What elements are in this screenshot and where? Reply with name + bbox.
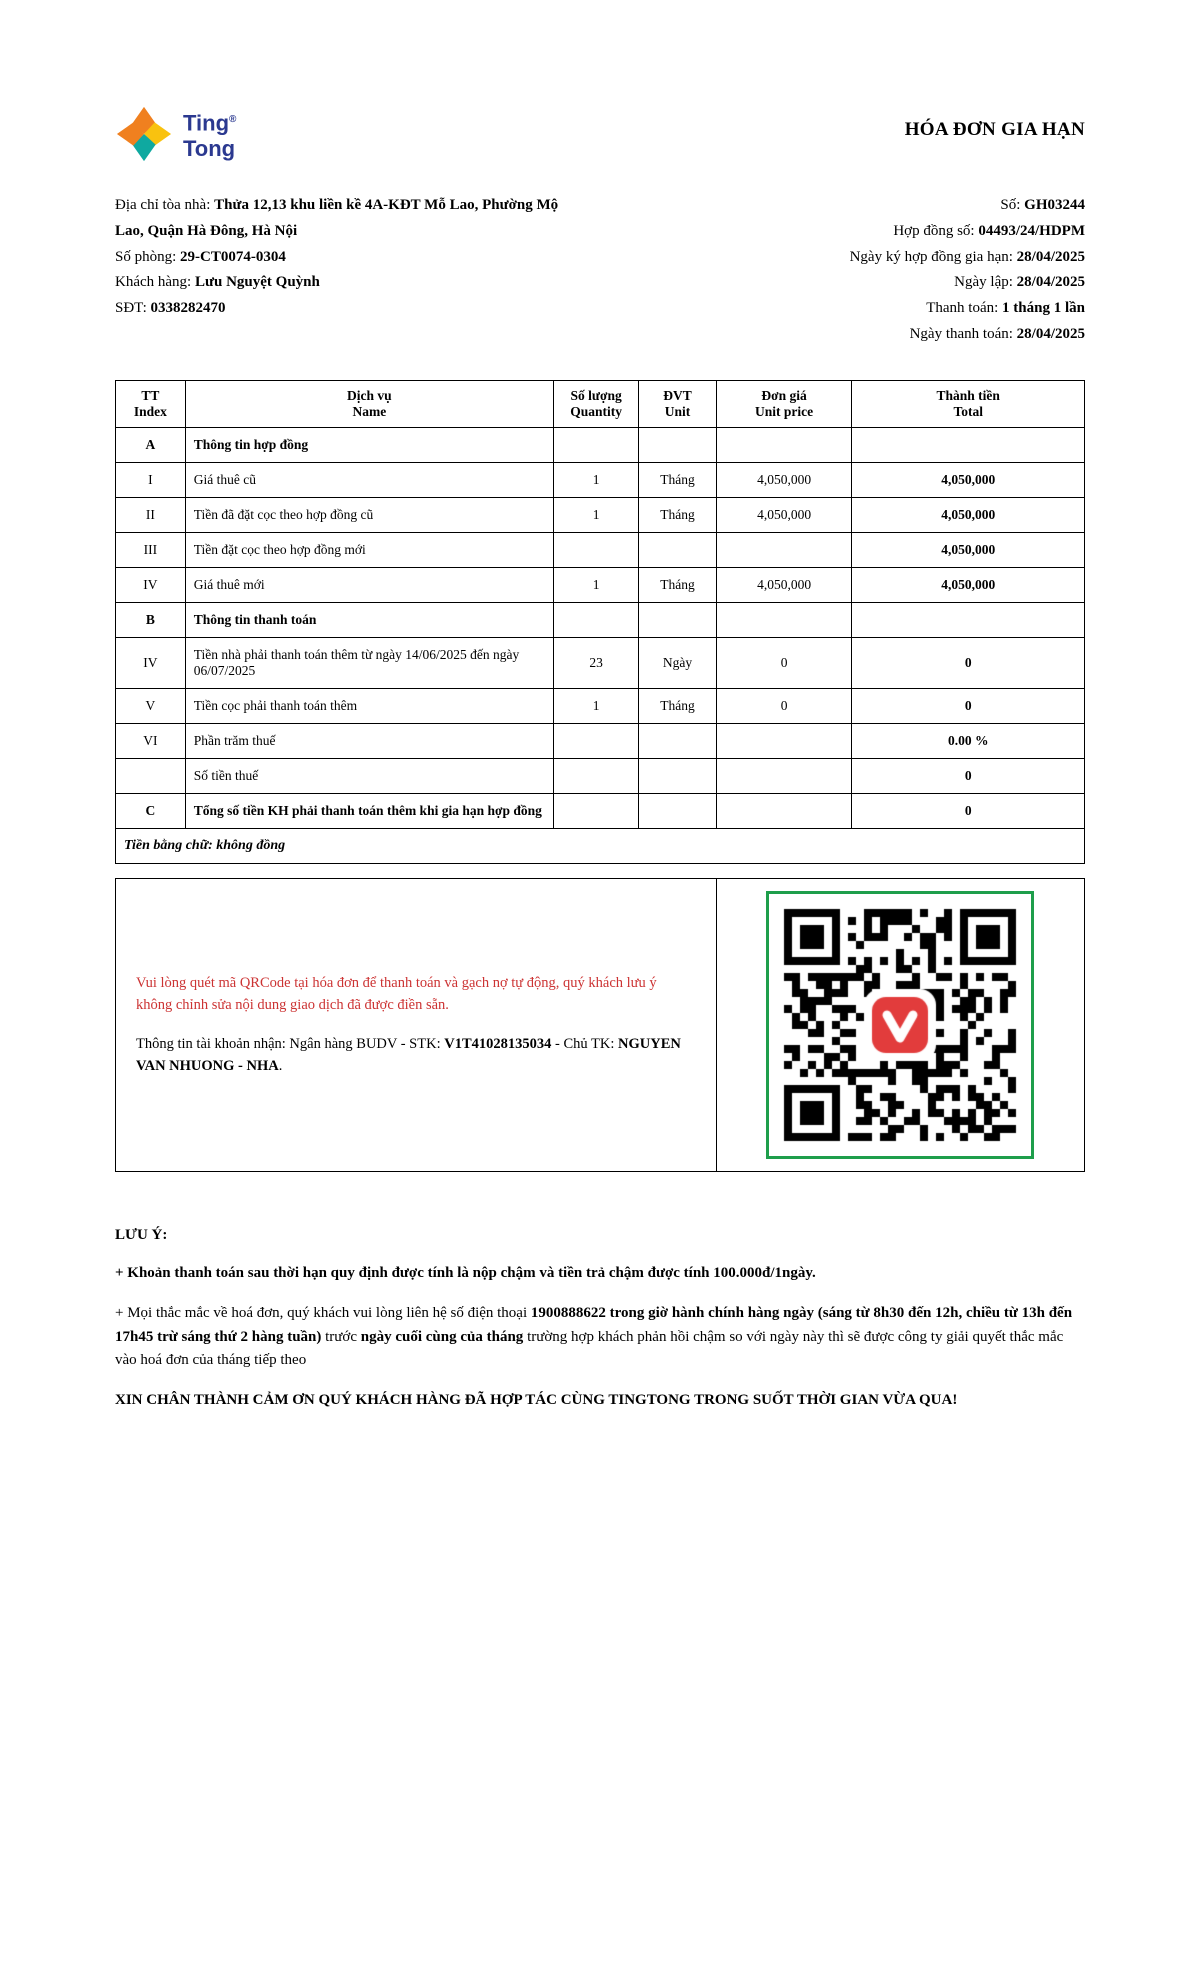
cell-unit: Tháng (639, 688, 717, 723)
cell-name: Tiền cọc phải thanh toán thêm (185, 688, 553, 723)
cell-quantity: 1 (553, 497, 638, 532)
cell-unit (639, 602, 717, 637)
cell-total: 0 (852, 637, 1085, 688)
cell-unit-price: 4,050,000 (716, 567, 852, 602)
cell-index: IV (116, 567, 186, 602)
contract-number: Hợp đồng số: 04493/24/HDPM (893, 222, 1085, 239)
header (115, 105, 1085, 163)
cell-total: 4,050,000 (852, 567, 1085, 602)
payment-date: Ngày thanh toán: 28/04/2025 (909, 325, 1085, 342)
qr-scan-note: Vui lòng quét mã QRCode tại hóa đơn để thanh toán và gạch nợ tự động, quý khách lưu ý không chỉnh sửa nội dung giao dịch đã được điền sẵn. (136, 974, 657, 1014)
brand-name-line1 (183, 107, 236, 135)
cell-index: II (116, 497, 186, 532)
hotline-note: + Mọi thắc mắc về hoá đơn, quý khách vui lòng liên hệ số điện thoại 1900888622 trong giờ hành chính hàng ngày (sáng từ 8h30 đến 12h, chiều từ 13h đến 17h45 trừ sáng thứ 2 hàng tuần) trước ngày cuối cùng của tháng trường hợp khách phản hồi chậm so với ngày này thì sẽ được công ty giải quyết thắc mắc vào hoá đơn của tháng tiếp theo (115, 1305, 1073, 1368)
cell-quantity (553, 758, 638, 793)
cell-quantity (553, 532, 638, 567)
cell-index: A (116, 427, 186, 462)
customer-name (115, 270, 583, 296)
registered-mark: ® (229, 114, 237, 126)
cell-index: V (116, 688, 186, 723)
hotline-number: 1900888622 trong giờ hành chính hàng ngày (sáng từ 8h30 đến 12h, chiều từ 13h đến 17h45 trừ sáng thứ 2 hàng tuần) (115, 1305, 1073, 1345)
cell-index (116, 758, 186, 793)
cell-name: Giá thuê mới (185, 567, 553, 602)
cell-unit-price: 0 (716, 688, 852, 723)
notes-heading: LƯU Ý: (115, 1226, 168, 1243)
cell-unit-price: 0 (716, 637, 852, 688)
customer-phone (115, 296, 583, 322)
room-number (115, 245, 583, 271)
cell-total (852, 602, 1085, 637)
payment-instructions (116, 879, 717, 1171)
payment-cycle: Thanh toán: 1 tháng 1 lần (926, 300, 1085, 317)
cell-index: III (116, 532, 186, 567)
table-header-row (116, 380, 1085, 427)
cell-name: Thông tin thanh toán (185, 602, 553, 637)
col-header-index: TT Index (116, 380, 186, 427)
cell-unit: Tháng (639, 462, 717, 497)
cell-unit: Ngày (639, 637, 717, 688)
building-address (115, 193, 583, 245)
cell-quantity: 1 (553, 462, 638, 497)
bank-account-label: Thông tin tài khoản nhận: Ngân hàng BUDV - STK: (136, 1035, 445, 1052)
building-address-label: Địa chỉ tòa nhà: (115, 197, 215, 213)
col-header-unit: ĐVT Unit (639, 380, 717, 427)
room-number-label: Số phòng: (115, 248, 181, 265)
cell-name: Tiền nhà phải thanh toán thêm từ ngày 14/06/2025 đến ngày 06/07/2025 (185, 637, 553, 688)
amount-in-words-row (116, 828, 1085, 863)
cell-unit-price (716, 427, 852, 462)
cell-unit (639, 532, 717, 567)
cell-quantity: 1 (553, 567, 638, 602)
table-row (116, 567, 1085, 602)
table-row (116, 637, 1085, 688)
qr-frame (766, 891, 1034, 1159)
bank-account-info: Thông tin tài khoản nhận: Ngân hàng BUDV - STK: V1T41028135034 - Chủ TK: NGUYEN VAN NHUONG - NHA. (136, 1035, 681, 1075)
table-row (116, 532, 1085, 567)
bank-account-holder: NGUYEN VAN NHUONG - NHA (136, 1035, 681, 1075)
qr-code (778, 903, 1022, 1147)
col-header-quantity: Số lượng Quantity (553, 380, 638, 427)
renewal-sign-date: Ngày ký hợp đồng gia hạn: 28/04/2025 (849, 248, 1085, 265)
cell-total: 0 (852, 793, 1085, 828)
cell-unit (639, 758, 717, 793)
cell-unit: Tháng (639, 497, 717, 532)
table-row (116, 793, 1085, 828)
table-row (116, 462, 1085, 497)
cell-unit-price (716, 793, 852, 828)
cell-unit-price: 4,050,000 (716, 462, 852, 497)
cell-total: 0 (852, 688, 1085, 723)
customer-info (115, 193, 583, 348)
cell-index: IV (116, 637, 186, 688)
cell-quantity (553, 427, 638, 462)
cell-quantity (553, 723, 638, 758)
cell-name: Thông tin hợp đồng (185, 427, 553, 462)
customer-phone-value: 0338282470 (150, 300, 226, 317)
cell-index: B (116, 602, 186, 637)
cell-index: C (116, 793, 186, 828)
brand-name-line2: Tong (183, 135, 236, 161)
table-row (116, 497, 1085, 532)
brand-ting: Ting (183, 110, 230, 136)
invoice-table-body (116, 427, 1085, 828)
cell-index: VI (116, 723, 186, 758)
cell-total: 0.00 % (852, 723, 1085, 758)
invoice-meta (850, 193, 1085, 348)
document-title: HÓA ĐƠN GIA HẠN (904, 119, 1085, 140)
room-number-value: 29-CT0074-0304 (180, 248, 286, 265)
cell-name: Số tiền thuế (185, 758, 553, 793)
cell-unit-price: 4,050,000 (716, 497, 852, 532)
cell-quantity: 23 (553, 637, 638, 688)
table-row (116, 602, 1085, 637)
cell-quantity: 1 (553, 688, 638, 723)
col-header-total: Thành tiền Total (852, 380, 1085, 427)
cell-unit (639, 793, 717, 828)
customer-name-value: Lưu Nguyệt Quỳnh (194, 274, 320, 291)
cell-name: Tổng số tiền KH phải thanh toán thêm khi gia hạn hợp đồng (185, 793, 553, 828)
cell-total: 0 (852, 758, 1085, 793)
cell-unit-price (716, 532, 852, 567)
cell-unit-price (716, 758, 852, 793)
cell-name: Giá thuê cũ (185, 462, 553, 497)
cell-total: 4,050,000 (852, 462, 1085, 497)
qr-cell (717, 879, 1084, 1171)
building-address-value: Thửa 12,13 khu liền kề 4A-KĐT Mỗ Lao, Phường Mộ Lao, Quận Hà Đông, Hà Nội (115, 197, 559, 239)
cell-name: Phần trăm thuế (185, 723, 553, 758)
brand (115, 105, 236, 163)
bank-account-number: V1T41028135034 (444, 1035, 552, 1052)
invoice-table (115, 380, 1085, 864)
cell-unit-price (716, 602, 852, 637)
customer-phone-label: SĐT: (115, 300, 151, 317)
cell-unit (639, 427, 717, 462)
brand-name (183, 107, 236, 160)
col-header-unit-price: Đơn giá Unit price (716, 380, 852, 427)
col-header-name: Dịch vụ Name (185, 380, 553, 427)
invoice-info (115, 193, 1085, 348)
cell-quantity (553, 602, 638, 637)
cell-name: Tiền đặt cọc theo hợp đồng mới (185, 532, 553, 567)
table-row (116, 427, 1085, 462)
cell-unit-price (716, 723, 852, 758)
table-row (116, 688, 1085, 723)
cell-name: Tiền đã đặt cọc theo hợp đồng cũ (185, 497, 553, 532)
cell-unit (639, 723, 717, 758)
tingtong-pinwheel-icon (115, 105, 173, 163)
notes-section (115, 1224, 1085, 1413)
cell-total: 4,050,000 (852, 497, 1085, 532)
payment-box (115, 878, 1085, 1172)
table-row (116, 723, 1085, 758)
cell-quantity (553, 793, 638, 828)
cell-index: I (116, 462, 186, 497)
issue-date: Ngày lập: 28/04/2025 (954, 274, 1085, 291)
closing-thanks: XIN CHÂN THÀNH CẢM ƠN QUÝ KHÁCH HÀNG ĐÃ HỢP TÁC CÙNG TINGTONG TRONG SUỐT THỜI GIAN VỪA QUA! (115, 1392, 958, 1409)
cell-total: 4,050,000 (852, 532, 1085, 567)
late-payment-note: + Khoản thanh toán sau thời hạn quy định được tính là nộp chậm và tiền trả chậm được tính 100.000đ/1ngày. (115, 1265, 816, 1282)
cell-total (852, 427, 1085, 462)
cell-unit: Tháng (639, 567, 717, 602)
amount-in-words: Tiền bằng chữ: không đồng (116, 828, 1085, 863)
invoice-number: Số: GH03244 (1000, 197, 1085, 213)
customer-name-label: Khách hàng: (115, 274, 195, 291)
table-row (116, 758, 1085, 793)
